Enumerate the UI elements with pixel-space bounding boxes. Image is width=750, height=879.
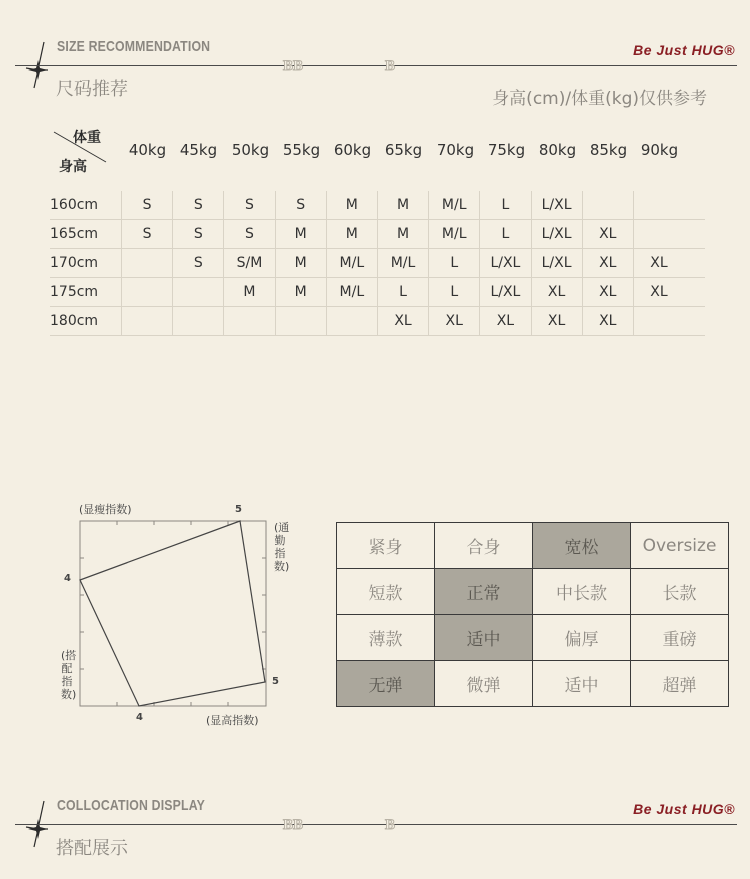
size-cell: XL <box>531 278 582 306</box>
size-cell: M/L <box>326 278 377 306</box>
weight-header: 80kg <box>538 141 577 159</box>
radar-label-left: (搭配指数) <box>61 649 77 701</box>
size-cell: S/M <box>223 249 274 277</box>
size-cell: L <box>428 249 479 277</box>
index-diagram <box>60 515 280 715</box>
radar-value-right: 5 <box>272 676 279 687</box>
size-cell: S <box>223 191 274 219</box>
size-cell: M <box>377 220 428 248</box>
size-cell: XL <box>582 278 633 306</box>
weight-header: 60kg <box>333 141 372 159</box>
radar-value-top: 5 <box>235 504 242 515</box>
size-cell: XL <box>633 278 684 306</box>
attr-option: 超弹 <box>631 661 729 707</box>
monogram-badge: BB <box>283 58 304 74</box>
size-cell: M/L <box>428 220 479 248</box>
size-cell: L <box>428 278 479 306</box>
size-cell <box>121 249 172 277</box>
row-height-label: 180cm <box>50 313 99 329</box>
attr-option: 长款 <box>631 569 729 615</box>
attr-option: 偏厚 <box>533 615 631 661</box>
size-cell: L/XL <box>479 278 530 306</box>
size-cell <box>121 278 172 306</box>
size-note: 身高(cm)/体重(kg)仅供参考 <box>492 89 707 109</box>
attr-option: 合身 <box>435 523 533 569</box>
attribute-row-stretch <box>337 661 729 707</box>
size-cell <box>172 278 223 306</box>
size-cell: XL <box>531 307 582 335</box>
attr-option-selected: 适中 <box>435 615 533 661</box>
divider-line <box>15 824 737 825</box>
size-cell: L <box>479 220 530 248</box>
weight-header: 85kg <box>589 141 628 159</box>
monogram-badge: BB <box>283 817 304 833</box>
table-row <box>50 307 705 336</box>
size-cell: M <box>377 191 428 219</box>
size-cell: XL <box>582 220 633 248</box>
radar-label-bottom: (显高指数) <box>206 714 259 727</box>
weight-header: 75kg <box>487 141 526 159</box>
index-polygon <box>80 521 265 706</box>
size-cell: M <box>275 249 326 277</box>
size-cell: S <box>121 220 172 248</box>
attr-option-selected: 无弹 <box>337 661 435 707</box>
attribute-table <box>336 522 729 707</box>
attr-option: 适中 <box>533 661 631 707</box>
weight-header: 55kg <box>282 141 321 159</box>
size-cell: L/XL <box>531 249 582 277</box>
size-cell: L/XL <box>479 249 530 277</box>
size-cell: S <box>172 220 223 248</box>
row-height-label: 160cm <box>50 197 99 213</box>
size-cell: M/L <box>377 249 428 277</box>
size-cell <box>633 307 684 335</box>
monogram-badge-small: B <box>385 817 396 833</box>
section-subtitle-size: 尺码推荐 <box>56 79 128 100</box>
attr-option-selected: 宽松 <box>533 523 631 569</box>
monogram-badge-small: B <box>385 58 396 74</box>
radar-value-bottom: 4 <box>136 712 143 723</box>
radar-value-left: 4 <box>64 573 71 584</box>
size-cell: M <box>326 191 377 219</box>
attr-option: 短款 <box>337 569 435 615</box>
size-cell: S <box>275 191 326 219</box>
attr-option-selected: 正常 <box>435 569 533 615</box>
row-height-label: 165cm <box>50 226 99 242</box>
size-cell: M <box>223 278 274 306</box>
size-cell: S <box>172 249 223 277</box>
radar-label-top: (显瘦指数) <box>79 503 132 516</box>
size-cell: M <box>275 278 326 306</box>
row-height-label: 170cm <box>50 255 99 271</box>
attr-option: Oversize <box>631 523 729 569</box>
attr-option: 重磅 <box>631 615 729 661</box>
section-subtitle-collocation: 搭配展示 <box>56 838 128 859</box>
size-cell: L/XL <box>531 220 582 248</box>
size-cell: XL <box>377 307 428 335</box>
size-cell: L <box>377 278 428 306</box>
size-cell: L/XL <box>531 191 582 219</box>
size-cell <box>633 220 684 248</box>
size-cell: M/L <box>428 191 479 219</box>
table-row <box>50 191 705 220</box>
section-title-size: SIZE RECOMMENDATION <box>57 38 211 55</box>
size-cell <box>121 307 172 335</box>
size-cell: S <box>172 191 223 219</box>
weight-header: 90kg <box>640 141 679 159</box>
attr-option: 薄款 <box>337 615 435 661</box>
size-table <box>50 191 705 336</box>
attr-option: 微弹 <box>435 661 533 707</box>
size-cell: XL <box>428 307 479 335</box>
size-cell <box>275 307 326 335</box>
attr-option: 中长款 <box>533 569 631 615</box>
size-cell <box>633 191 684 219</box>
size-cell: M/L <box>326 249 377 277</box>
size-cell: M <box>326 220 377 248</box>
size-cell <box>223 307 274 335</box>
size-cell <box>326 307 377 335</box>
size-cell: XL <box>633 249 684 277</box>
table-row <box>50 220 705 249</box>
section-title-collocation: COLLOCATION DISPLAY <box>57 797 205 814</box>
attribute-row-length <box>337 569 729 615</box>
brand-logo: Be Just HUG® <box>633 42 735 58</box>
table-row <box>50 249 705 278</box>
table-row <box>50 278 705 307</box>
size-cell: L <box>479 191 530 219</box>
size-cell: XL <box>582 249 633 277</box>
size-cell <box>172 307 223 335</box>
weight-header: 70kg <box>436 141 475 159</box>
size-cell: M <box>275 220 326 248</box>
attribute-row-fit <box>337 523 729 569</box>
attribute-row-thickness <box>337 615 729 661</box>
size-cell: XL <box>479 307 530 335</box>
row-height-label: 175cm <box>50 284 99 300</box>
corner-weight-label: 体重 <box>73 130 101 146</box>
size-cell: XL <box>582 307 633 335</box>
weight-header: 45kg <box>179 141 218 159</box>
corner-height-label: 身高 <box>59 159 87 175</box>
attr-option: 紧身 <box>337 523 435 569</box>
weight-header: 50kg <box>231 141 270 159</box>
size-cell: S <box>121 191 172 219</box>
brand-logo: Be Just HUG® <box>633 801 735 817</box>
size-cell <box>582 191 633 219</box>
size-cell: S <box>223 220 274 248</box>
weight-header: 40kg <box>128 141 167 159</box>
weight-header: 65kg <box>384 141 423 159</box>
radar-label-right: (通勤指数) <box>274 521 290 573</box>
divider-line <box>15 65 737 66</box>
